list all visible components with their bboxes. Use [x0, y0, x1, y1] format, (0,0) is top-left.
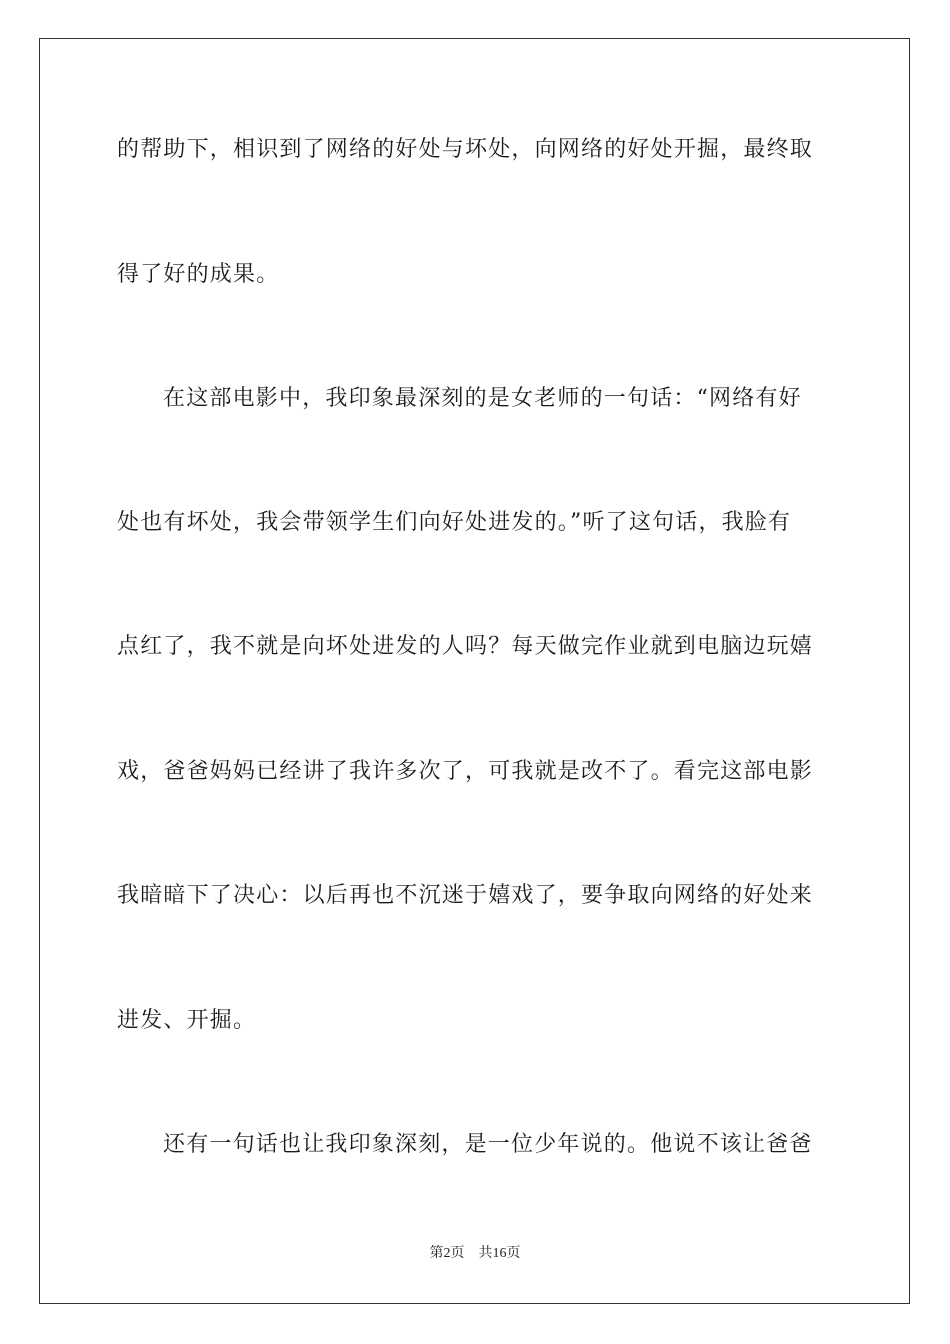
paragraph-line: 我暗暗下了决心：以后再也不沉迷于嬉戏了，要争取向网络的好处来	[117, 883, 814, 908]
paragraph-line: 点红了，我不就是向坏处进发的人吗？每天做完作业就到电脑边玩嬉	[117, 634, 814, 659]
paragraph-line: 在这部电影中，我印象最深刻的是女老师的一句话：“网络有好	[163, 386, 802, 411]
paragraph-line: 处也有坏处，我会带领学生们向好处进发的。”听了这句话，我脸有	[117, 510, 792, 535]
paragraph-line: 得了好的成果。	[117, 262, 280, 287]
paragraph-line: 戏，爸爸妈妈已经讲了我许多次了，可我就是改不了。看完这部电影	[117, 759, 814, 784]
page-number: 第2页	[429, 1246, 465, 1261]
page-total: 共16页	[478, 1246, 521, 1261]
page-border	[39, 38, 910, 1304]
paragraph-line: 进发、开掘。	[117, 1008, 257, 1033]
paragraph-line: 的帮助下，相识到了网络的好处与坏处，向网络的好处开掘，最终取	[117, 137, 814, 162]
paragraph-line: 还有一句话也让我印象深刻，是一位少年说的。他说不该让爸爸	[163, 1132, 813, 1157]
page-footer	[0, 1245, 950, 1263]
